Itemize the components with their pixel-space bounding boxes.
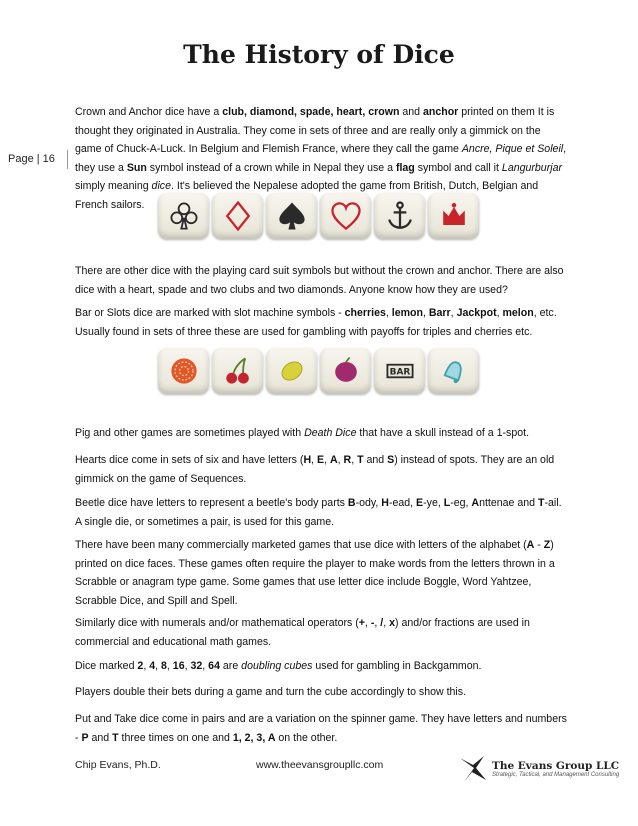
text-run: , xyxy=(324,454,330,466)
die-bar xyxy=(374,348,425,394)
die-lemon xyxy=(266,348,317,394)
text-run: and xyxy=(363,454,388,466)
paragraph-math-dice xyxy=(75,614,568,651)
page-number-tag: Page | 16 xyxy=(0,150,68,169)
text-run: Z xyxy=(543,539,551,551)
text-run: that have a skull instead of a 1-spot. xyxy=(356,427,530,439)
text-run: , xyxy=(337,454,344,466)
text-run: Pig and other games are sometimes played with xyxy=(75,427,305,439)
text-run: Put and Take dice come in pairs and are a variation on the spinner game. They have letters and numbers - xyxy=(75,713,567,744)
text-run: -ead, xyxy=(388,497,417,509)
text-run: T xyxy=(357,454,364,466)
heart-icon xyxy=(328,198,364,234)
bar-icon xyxy=(382,353,418,389)
text-run: , xyxy=(496,307,503,319)
text-run: S xyxy=(387,454,395,466)
footer-website[interactable]: www.theevansgroupllc.com xyxy=(256,759,384,771)
text-run: There have been many commercially marketed games that use dice with letters of the alphabet ( xyxy=(75,539,527,551)
text-run: T xyxy=(112,731,119,744)
text-run: Similarly dice with numerals and/or mathematical operators ( xyxy=(75,617,359,629)
logo-company-name: The Evans Group LLC xyxy=(492,760,620,772)
spade-icon xyxy=(274,198,310,234)
text-run: club, diamond, spade, heart, crown xyxy=(222,106,400,118)
text-run: , xyxy=(374,617,381,629)
text-run: symbol instead of a crown while in Nepal they use a xyxy=(146,161,396,174)
paragraph-slots-dice xyxy=(75,304,568,341)
paragraph-players-double xyxy=(75,683,568,702)
text-run: symbol and call it xyxy=(414,161,502,174)
text-run: on the other. xyxy=(275,731,338,744)
die-crown xyxy=(428,193,479,239)
paragraph-letter-dice xyxy=(75,536,568,610)
text-run: used for gambling in Backgammon. xyxy=(312,660,482,672)
text-run: , xyxy=(155,660,161,672)
logo-tagline: Strategic, Tactical, and Management Consulting xyxy=(492,772,620,778)
paragraph-beetle-dice xyxy=(75,494,568,531)
text-run: Hearts dice come in sets of six and have letters ( xyxy=(75,454,304,466)
melon-icon xyxy=(166,353,202,389)
text-run: Death Dice xyxy=(304,427,357,439)
text-run: Sun xyxy=(126,161,147,174)
text-run: A xyxy=(329,454,338,466)
anchor-icon xyxy=(382,198,418,234)
text-run: , xyxy=(143,660,150,672)
text-run: Players double their bets during a game and turn the cube accordingly to show this. xyxy=(75,686,467,698)
crown-icon xyxy=(436,198,472,234)
company-logo xyxy=(458,754,619,784)
text-run: cherries xyxy=(344,307,386,319)
cherries-icon xyxy=(220,353,256,389)
text-run: lemon xyxy=(391,307,423,319)
text-run: , xyxy=(311,454,318,466)
text-run: and xyxy=(399,106,423,118)
text-run: - xyxy=(534,539,544,551)
text-run: dice xyxy=(151,180,171,192)
paragraph-doubling-cubes xyxy=(75,657,568,676)
text-run: Crown and Anchor dice have a xyxy=(75,106,223,118)
die-bell xyxy=(428,348,479,394)
paragraph-death-dice xyxy=(75,424,568,443)
text-run: 1, 2, 3, A xyxy=(232,731,276,744)
text-run: are xyxy=(219,660,242,672)
text-run: printed on them It is thought they originated in Australia. They come in sets of three and are really only a gimmick on the game of Chuck-A-Luck. In Belgium and Flemish France, where they call the game xyxy=(75,106,555,155)
text-run: 8 xyxy=(161,660,167,672)
text-run: doubling cubes xyxy=(241,660,313,672)
text-run: B xyxy=(347,497,356,509)
text-run: melon xyxy=(502,307,534,319)
text-run: 64 xyxy=(208,660,220,672)
text-run: , xyxy=(166,660,173,672)
text-run: nttenae and xyxy=(479,497,538,509)
paragraph-hearts-dice xyxy=(75,451,568,488)
text-run: ) and/or fractions are used in commercial and educational math games. xyxy=(75,617,530,648)
die-heart xyxy=(320,193,371,239)
text-run: -ody, xyxy=(355,497,382,509)
diamond-icon xyxy=(220,198,256,234)
text-run: E xyxy=(317,454,325,466)
text-run: There are other dice with the playing card suit symbols but without the crown and anchor. There are also dice with a heart, spade and two clubs and two diamonds. Anyone know how they are used? xyxy=(75,265,564,296)
text-run: - xyxy=(370,617,375,629)
text-run: + xyxy=(358,617,365,629)
text-run: T xyxy=(538,497,545,509)
text-run: , xyxy=(364,617,371,629)
die-cherries xyxy=(212,348,263,394)
footer-author: Chip Evans, Ph.D. xyxy=(75,759,161,771)
text-run: L xyxy=(443,497,451,509)
text-run: , xyxy=(351,454,358,466)
text-run: Jackpot xyxy=(456,307,497,319)
text-run: / xyxy=(380,617,384,629)
crown-anchor-dice-image xyxy=(158,193,479,239)
text-run: , xyxy=(202,660,209,672)
text-run: Langurburjar xyxy=(501,161,562,174)
bell-icon xyxy=(436,353,472,389)
text-run: 16 xyxy=(172,660,185,672)
die-plum xyxy=(320,348,371,394)
text-run: 32 xyxy=(190,660,203,672)
text-run: -eg, xyxy=(450,497,472,509)
text-run: , etc. Usually found in sets of three these are used for gambling with payoffs for triples and cherries etc. xyxy=(75,307,557,338)
text-run: x xyxy=(389,617,396,629)
text-run: Bar or Slots dice are marked with slot machine symbols - xyxy=(75,307,345,319)
evans-star-logo-icon xyxy=(458,754,488,784)
text-run: R xyxy=(343,454,352,466)
text-run: -ail. A single die, or sometimes a pair, is used for this game. xyxy=(75,497,562,528)
lemon-icon xyxy=(274,353,310,389)
paragraph-card-suit-dice xyxy=(75,262,568,299)
text-run: Barr xyxy=(428,307,451,319)
text-run: , xyxy=(422,307,429,319)
text-run: , xyxy=(385,307,392,319)
text-run: flag xyxy=(395,161,415,174)
die-diamond xyxy=(212,193,263,239)
paragraph-put-and-take xyxy=(75,710,568,747)
text-run: Beetle dice have letters to represent a beetle's body parts xyxy=(75,497,348,509)
text-run: Dice marked xyxy=(75,660,138,672)
text-run: , xyxy=(184,660,191,672)
text-run: A xyxy=(471,497,480,509)
text-run: 4 xyxy=(149,660,156,672)
text-run: 2 xyxy=(137,660,144,672)
die-club xyxy=(158,193,209,239)
slot-dice-image xyxy=(158,348,479,394)
text-run: H xyxy=(303,454,312,466)
die-spade xyxy=(266,193,317,239)
text-run: . It's believed the Nepalese adopted the game from British, Dutch, Belgian and French sailors. xyxy=(75,180,539,211)
text-run: -ye, xyxy=(423,497,444,509)
club-icon xyxy=(166,198,202,234)
text-run: E xyxy=(416,497,424,509)
die-melon xyxy=(158,348,209,394)
text-run: , xyxy=(383,617,390,629)
plum-icon xyxy=(328,353,364,389)
bar-label: BAR xyxy=(389,367,410,378)
text-run: Ancre, Pique et Soleil xyxy=(461,143,564,155)
text-run: and xyxy=(88,731,113,744)
text-run: , they use a xyxy=(75,143,567,174)
text-run: ) printed on dice faces. These games often require the player to make words from the letters thrown in a Scrabble or anagram type game. Some games that use letter dice include Boggle, Word Yahtzee, Scrabble Dice, and Spill and Spell. xyxy=(75,539,555,607)
text-run: P xyxy=(81,731,89,744)
text-run: anchor xyxy=(422,106,459,118)
page-title: The History of Dice xyxy=(183,40,455,69)
text-run: ) instead of spots. They are an old gimmick on the game of Sequences. xyxy=(75,454,555,485)
text-run: A xyxy=(526,539,535,551)
text-run: , xyxy=(450,307,457,319)
die-anchor xyxy=(374,193,425,239)
text-run: H xyxy=(381,497,389,509)
text-run: simply meaning xyxy=(75,180,152,192)
text-run: three times on one and xyxy=(118,731,233,744)
